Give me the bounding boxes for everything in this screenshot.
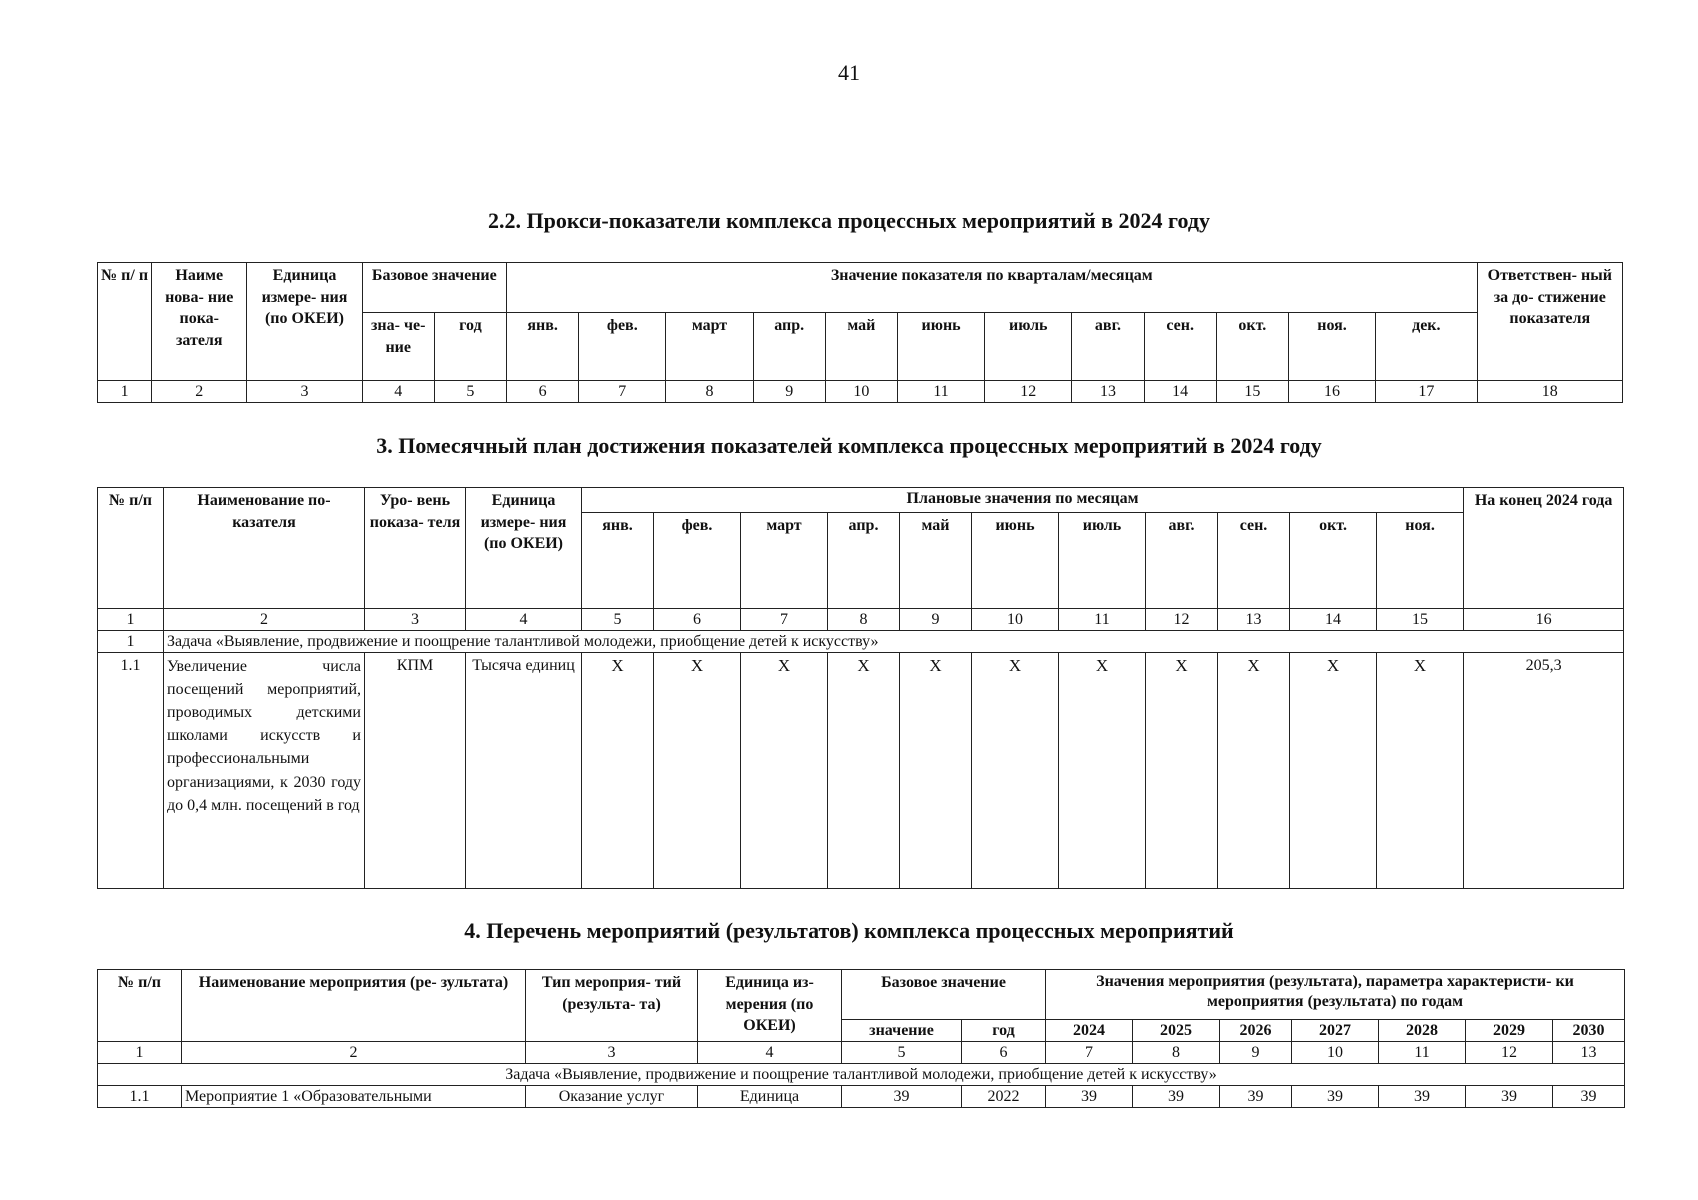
year-header: 2028	[1379, 1020, 1466, 1042]
month-header: окт.	[1216, 313, 1288, 381]
planned-value: X	[972, 652, 1059, 888]
month-header: ноя.	[1288, 313, 1375, 381]
column-number: 16	[1464, 608, 1624, 630]
column-number: 13	[1072, 381, 1144, 403]
activity-unit: Единица	[698, 1086, 842, 1108]
section-4-title: 4. Перечень мероприятий (результатов) комплекса процессных мероприятий	[464, 918, 1234, 943]
column-number: 2	[164, 608, 365, 630]
column-number: 16	[1288, 381, 1375, 403]
header-num: № п/ п	[98, 263, 152, 381]
column-number: 11	[1059, 608, 1146, 630]
base-value: 39	[842, 1086, 962, 1108]
month-header: авг.	[1146, 512, 1218, 608]
header-base-value: Базовое значение	[362, 263, 506, 313]
column-number: 11	[1379, 1042, 1466, 1064]
activity-name: Мероприятие 1 «Образовательными	[182, 1086, 526, 1108]
planned-value: X	[1218, 652, 1290, 888]
month-header: фев.	[654, 512, 741, 608]
year-value: 39	[1466, 1086, 1553, 1108]
column-number: 9	[1220, 1042, 1292, 1064]
month-header: май	[900, 512, 972, 608]
task-number: 1	[98, 630, 164, 652]
year-header: 2025	[1133, 1020, 1220, 1042]
header-base-value: Базовое значение	[842, 970, 1046, 1020]
column-number: 17	[1376, 381, 1477, 403]
header-value-by-period: Значение показателя по кварталам/месяцам	[507, 263, 1478, 313]
column-number: 10	[1292, 1042, 1379, 1064]
column-number: 15	[1377, 608, 1464, 630]
header-indicator-level: Уро- вень показа- теля	[365, 488, 466, 609]
year-value: 39	[1220, 1086, 1292, 1108]
row-number: 1.1	[98, 1086, 182, 1108]
column-number: 4	[362, 381, 434, 403]
column-number: 9	[900, 608, 972, 630]
column-number: 15	[1216, 381, 1288, 403]
month-header: янв.	[507, 313, 579, 381]
column-number: 10	[825, 381, 897, 403]
month-header: июнь	[897, 313, 984, 381]
header-base-value-year: год	[434, 313, 506, 381]
header-indicator-name: Наиме нова- ние пока- зателя	[152, 263, 247, 381]
column-number: 1	[98, 381, 152, 403]
row-number: 1.1	[98, 652, 164, 888]
monthly-plan-table	[97, 487, 1624, 889]
header-num: № п/п	[98, 488, 164, 609]
task-title: Задача «Выявление, продвижение и поощрение талантливой молодежи, приобщение детей к искусству»	[164, 630, 1624, 652]
column-number: 12	[1146, 608, 1218, 630]
year-header: 2027	[1292, 1020, 1379, 1042]
indicator-unit: Тысяча единиц	[466, 652, 582, 888]
column-number: 9	[753, 381, 825, 403]
month-header: фев.	[579, 313, 666, 381]
year-header: 2026	[1220, 1020, 1292, 1042]
header-responsible: Ответствен- ный за до- стижение показателя	[1477, 263, 1622, 381]
header-unit: Единица измере- ния (по ОКЕИ)	[247, 263, 362, 381]
column-number: 7	[579, 381, 666, 403]
proxy-indicators-table	[97, 262, 1623, 403]
column-number: 4	[698, 1042, 842, 1064]
header-unit: Единица из- мерения (по ОКЕИ)	[698, 970, 842, 1042]
header-base-value-value: значение	[842, 1020, 962, 1042]
planned-value: X	[1290, 652, 1377, 888]
year-value: 39	[1553, 1086, 1625, 1108]
column-number: 8	[666, 381, 753, 403]
column-number: 14	[1290, 608, 1377, 630]
year-value: 39	[1379, 1086, 1466, 1108]
column-number: 3	[247, 381, 362, 403]
planned-value: X	[828, 652, 900, 888]
month-header: дек.	[1376, 313, 1477, 381]
month-header: апр.	[753, 313, 825, 381]
page-number: 41	[838, 60, 860, 85]
activity-type: Оказание услуг	[526, 1086, 698, 1108]
column-number: 13	[1553, 1042, 1625, 1064]
column-number: 12	[1466, 1042, 1553, 1064]
indicator-name: Увеличение числа посещений мероприятий, проводимых детскими школами искусств и профессиональными организациями, к 2030 году до 0,4 млн. посещений в год	[164, 652, 365, 888]
planned-value: X	[1146, 652, 1218, 888]
column-number: 5	[582, 608, 654, 630]
header-activity-name: Наименование мероприятия (ре- зультата)	[182, 970, 526, 1042]
base-year: 2022	[962, 1086, 1046, 1108]
header-base-value-value: зна- че- ние	[362, 313, 434, 381]
column-number: 13	[1218, 608, 1290, 630]
section-3-title: 3. Помесячный план достижения показателей комплекса процессных мероприятий в 2024 году	[376, 433, 1322, 458]
month-header: янв.	[582, 512, 654, 608]
column-number: 10	[972, 608, 1059, 630]
header-base-value-year: год	[962, 1020, 1046, 1042]
activities-list-table	[97, 969, 1625, 1108]
header-end-of-year: На конец 2024 года	[1464, 488, 1624, 609]
column-number: 1	[98, 1042, 182, 1064]
header-values-by-year: Значения мероприятия (результата), параметра характеристи- ки мероприятия (результата) по годам	[1046, 970, 1625, 1020]
month-header: сен.	[1218, 512, 1290, 608]
column-number: 5	[434, 381, 506, 403]
column-number: 5	[842, 1042, 962, 1064]
month-header: май	[825, 313, 897, 381]
column-number: 3	[365, 608, 466, 630]
month-header: сен.	[1144, 313, 1216, 381]
column-number: 2	[182, 1042, 526, 1064]
column-number: 11	[897, 381, 984, 403]
month-header: июль	[1059, 512, 1146, 608]
column-number: 6	[654, 608, 741, 630]
column-number: 1	[98, 608, 164, 630]
task-title: Задача «Выявление, продвижение и поощрение талантливой молодежи, приобщение детей к искусству»	[98, 1064, 1625, 1086]
end-of-year-value: 205,3	[1464, 652, 1624, 888]
month-header: март	[666, 313, 753, 381]
month-header: ноя.	[1377, 512, 1464, 608]
planned-value: X	[1059, 652, 1146, 888]
column-number: 3	[526, 1042, 698, 1064]
column-number: 8	[828, 608, 900, 630]
year-header: 2024	[1046, 1020, 1133, 1042]
planned-value: X	[741, 652, 828, 888]
header-indicator-name: Наименование по- казателя	[164, 488, 365, 609]
planned-value: X	[654, 652, 741, 888]
planned-value: X	[900, 652, 972, 888]
column-number: 6	[507, 381, 579, 403]
month-header: март	[741, 512, 828, 608]
month-header: окт.	[1290, 512, 1377, 608]
column-number: 7	[1046, 1042, 1133, 1064]
planned-value: X	[582, 652, 654, 888]
month-header: июнь	[972, 512, 1059, 608]
header-num: № п/п	[98, 970, 182, 1042]
year-value: 39	[1133, 1086, 1220, 1108]
column-number: 7	[741, 608, 828, 630]
year-value: 39	[1046, 1086, 1133, 1108]
column-number: 6	[962, 1042, 1046, 1064]
indicator-level: КПМ	[365, 652, 466, 888]
section-2-2-title: 2.2. Прокси-показатели комплекса процессных мероприятий в 2024 году	[488, 208, 1210, 233]
column-number: 2	[152, 381, 247, 403]
header-unit: Единица измере- ния (по ОКЕИ)	[466, 488, 582, 609]
column-number: 14	[1144, 381, 1216, 403]
planned-value: X	[1377, 652, 1464, 888]
column-number: 18	[1477, 381, 1622, 403]
year-header: 2030	[1553, 1020, 1625, 1042]
month-header: авг.	[1072, 313, 1144, 381]
year-header: 2029	[1466, 1020, 1553, 1042]
column-number: 12	[985, 381, 1072, 403]
header-activity-type: Тип мероприя- тий (результа- та)	[526, 970, 698, 1042]
month-header: июль	[985, 313, 1072, 381]
year-value: 39	[1292, 1086, 1379, 1108]
column-number: 8	[1133, 1042, 1220, 1064]
header-planned-values: Плановые значения по месяцам	[582, 488, 1464, 513]
column-number: 4	[466, 608, 582, 630]
month-header: апр.	[828, 512, 900, 608]
